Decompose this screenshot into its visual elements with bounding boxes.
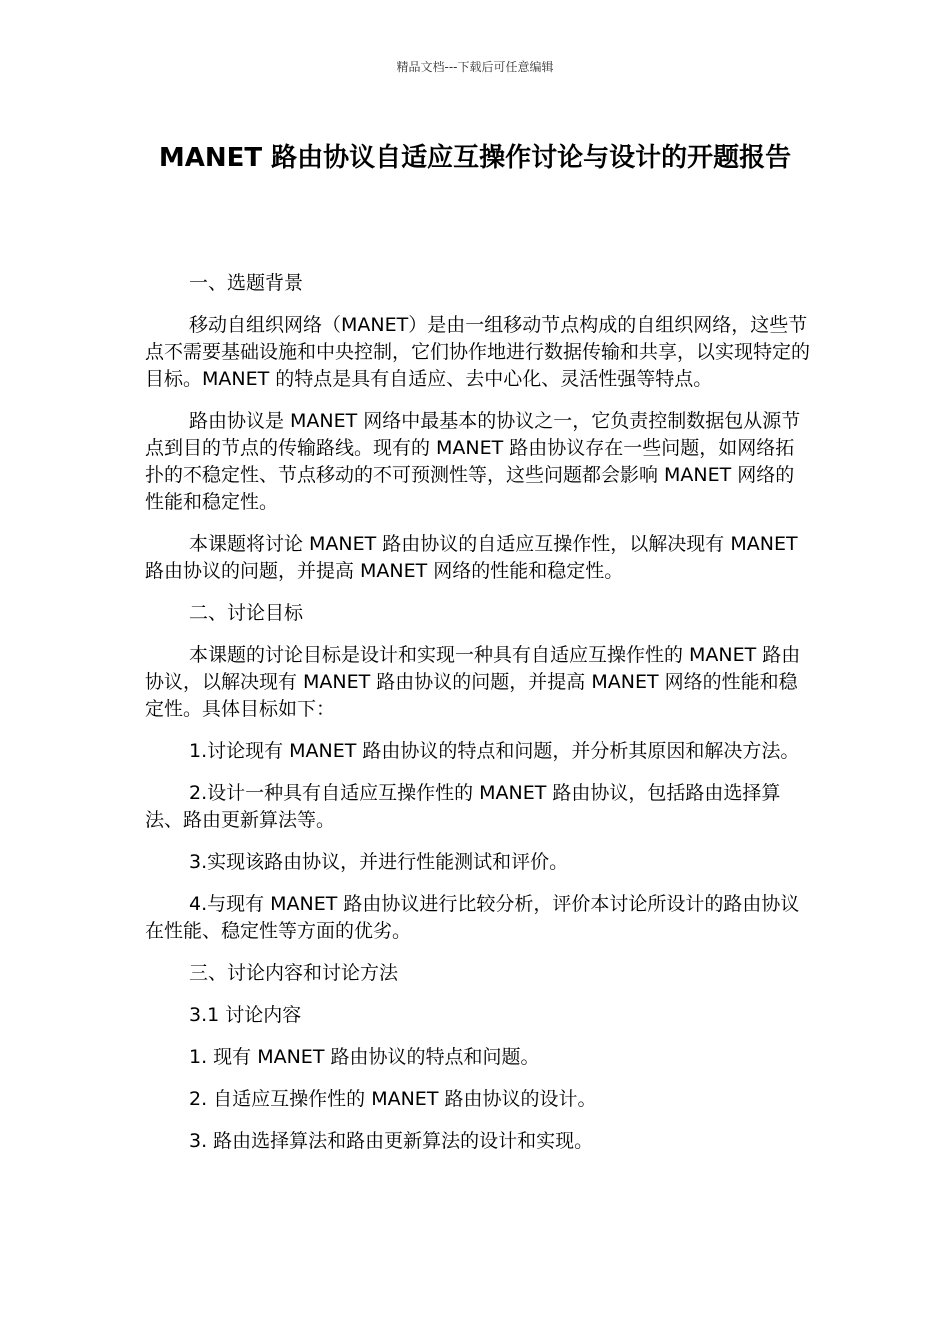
document-title: MANET 路由协议自适应互操作讨论与设计的开题报告 (158, 143, 792, 173)
paragraph-goals-intro: 本课题的讨论目标是设计和实现一种具有自适应互操作性的 MANET 路由协议，以解决现有 MANET 路由协议的问题，并提高 MANET 网络的性能和稳定性。具体目标如下： (145, 644, 801, 720)
content-item-3: 3. 路由选择算法和路由更新算法的设计和实现。 (189, 1130, 594, 1152)
goal-item-3: 3.实现该路由协议，并进行性能测试和评价。 (189, 851, 569, 873)
content-item-1: 1. 现有 MANET 路由协议的特点和问题。 (189, 1046, 540, 1068)
subsection-heading-content: 3.1 讨论内容 (189, 1004, 302, 1026)
paragraph-topic-statement: 本课题将讨论 MANET 路由协议的自适应互操作性，以解决现有 MANET 路由协议的问题，并提高 MANET 网络的性能和稳定性。 (145, 533, 798, 582)
paragraph-manet-intro: 移动自组织网络（MANET）是由一组移动节点构成的自组织网络，这些节点不需要基础设施和中央控制，它们协作地进行数据传输和共享，以实现特定的目标。MANET 的特点是具有自适应、去中心化、灵活性强等特点。 (145, 314, 811, 390)
goal-item-2: 2.设计一种具有自适应互操作性的 MANET 路由协议，包括路由选择算法、路由更新算法等。 (145, 782, 781, 831)
section-heading-goals: 二、讨论目标 (189, 602, 304, 624)
goal-item-1: 1.讨论现有 MANET 路由协议的特点和问题，并分析其原因和解决方法。 (189, 740, 800, 762)
section-heading-content-methods: 三、讨论内容和讨论方法 (189, 962, 399, 984)
section-heading-background: 一、选题背景 (189, 272, 304, 294)
paragraph-routing-problems: 路由协议是 MANET 网络中最基本的协议之一，它负责控制数据包从源节点到目的节点的传输路线。现有的 MANET 路由协议存在一些问题，如网络拓扑的不稳定性、节点移动的不可预测性等，这些问题都会影响 MANET 网络的性能和稳定性。 (145, 410, 801, 513)
content-item-2: 2. 自适应互操作性的 MANET 路由协议的设计。 (189, 1088, 597, 1110)
header-note: 精品文档---下载后可任意编辑 (396, 60, 554, 74)
goal-item-4: 4.与现有 MANET 路由协议进行比较分析，评价本讨论所设计的路由协议在性能、稳定性等方面的优劣。 (145, 893, 800, 942)
document-body (145, 270, 810, 1170)
